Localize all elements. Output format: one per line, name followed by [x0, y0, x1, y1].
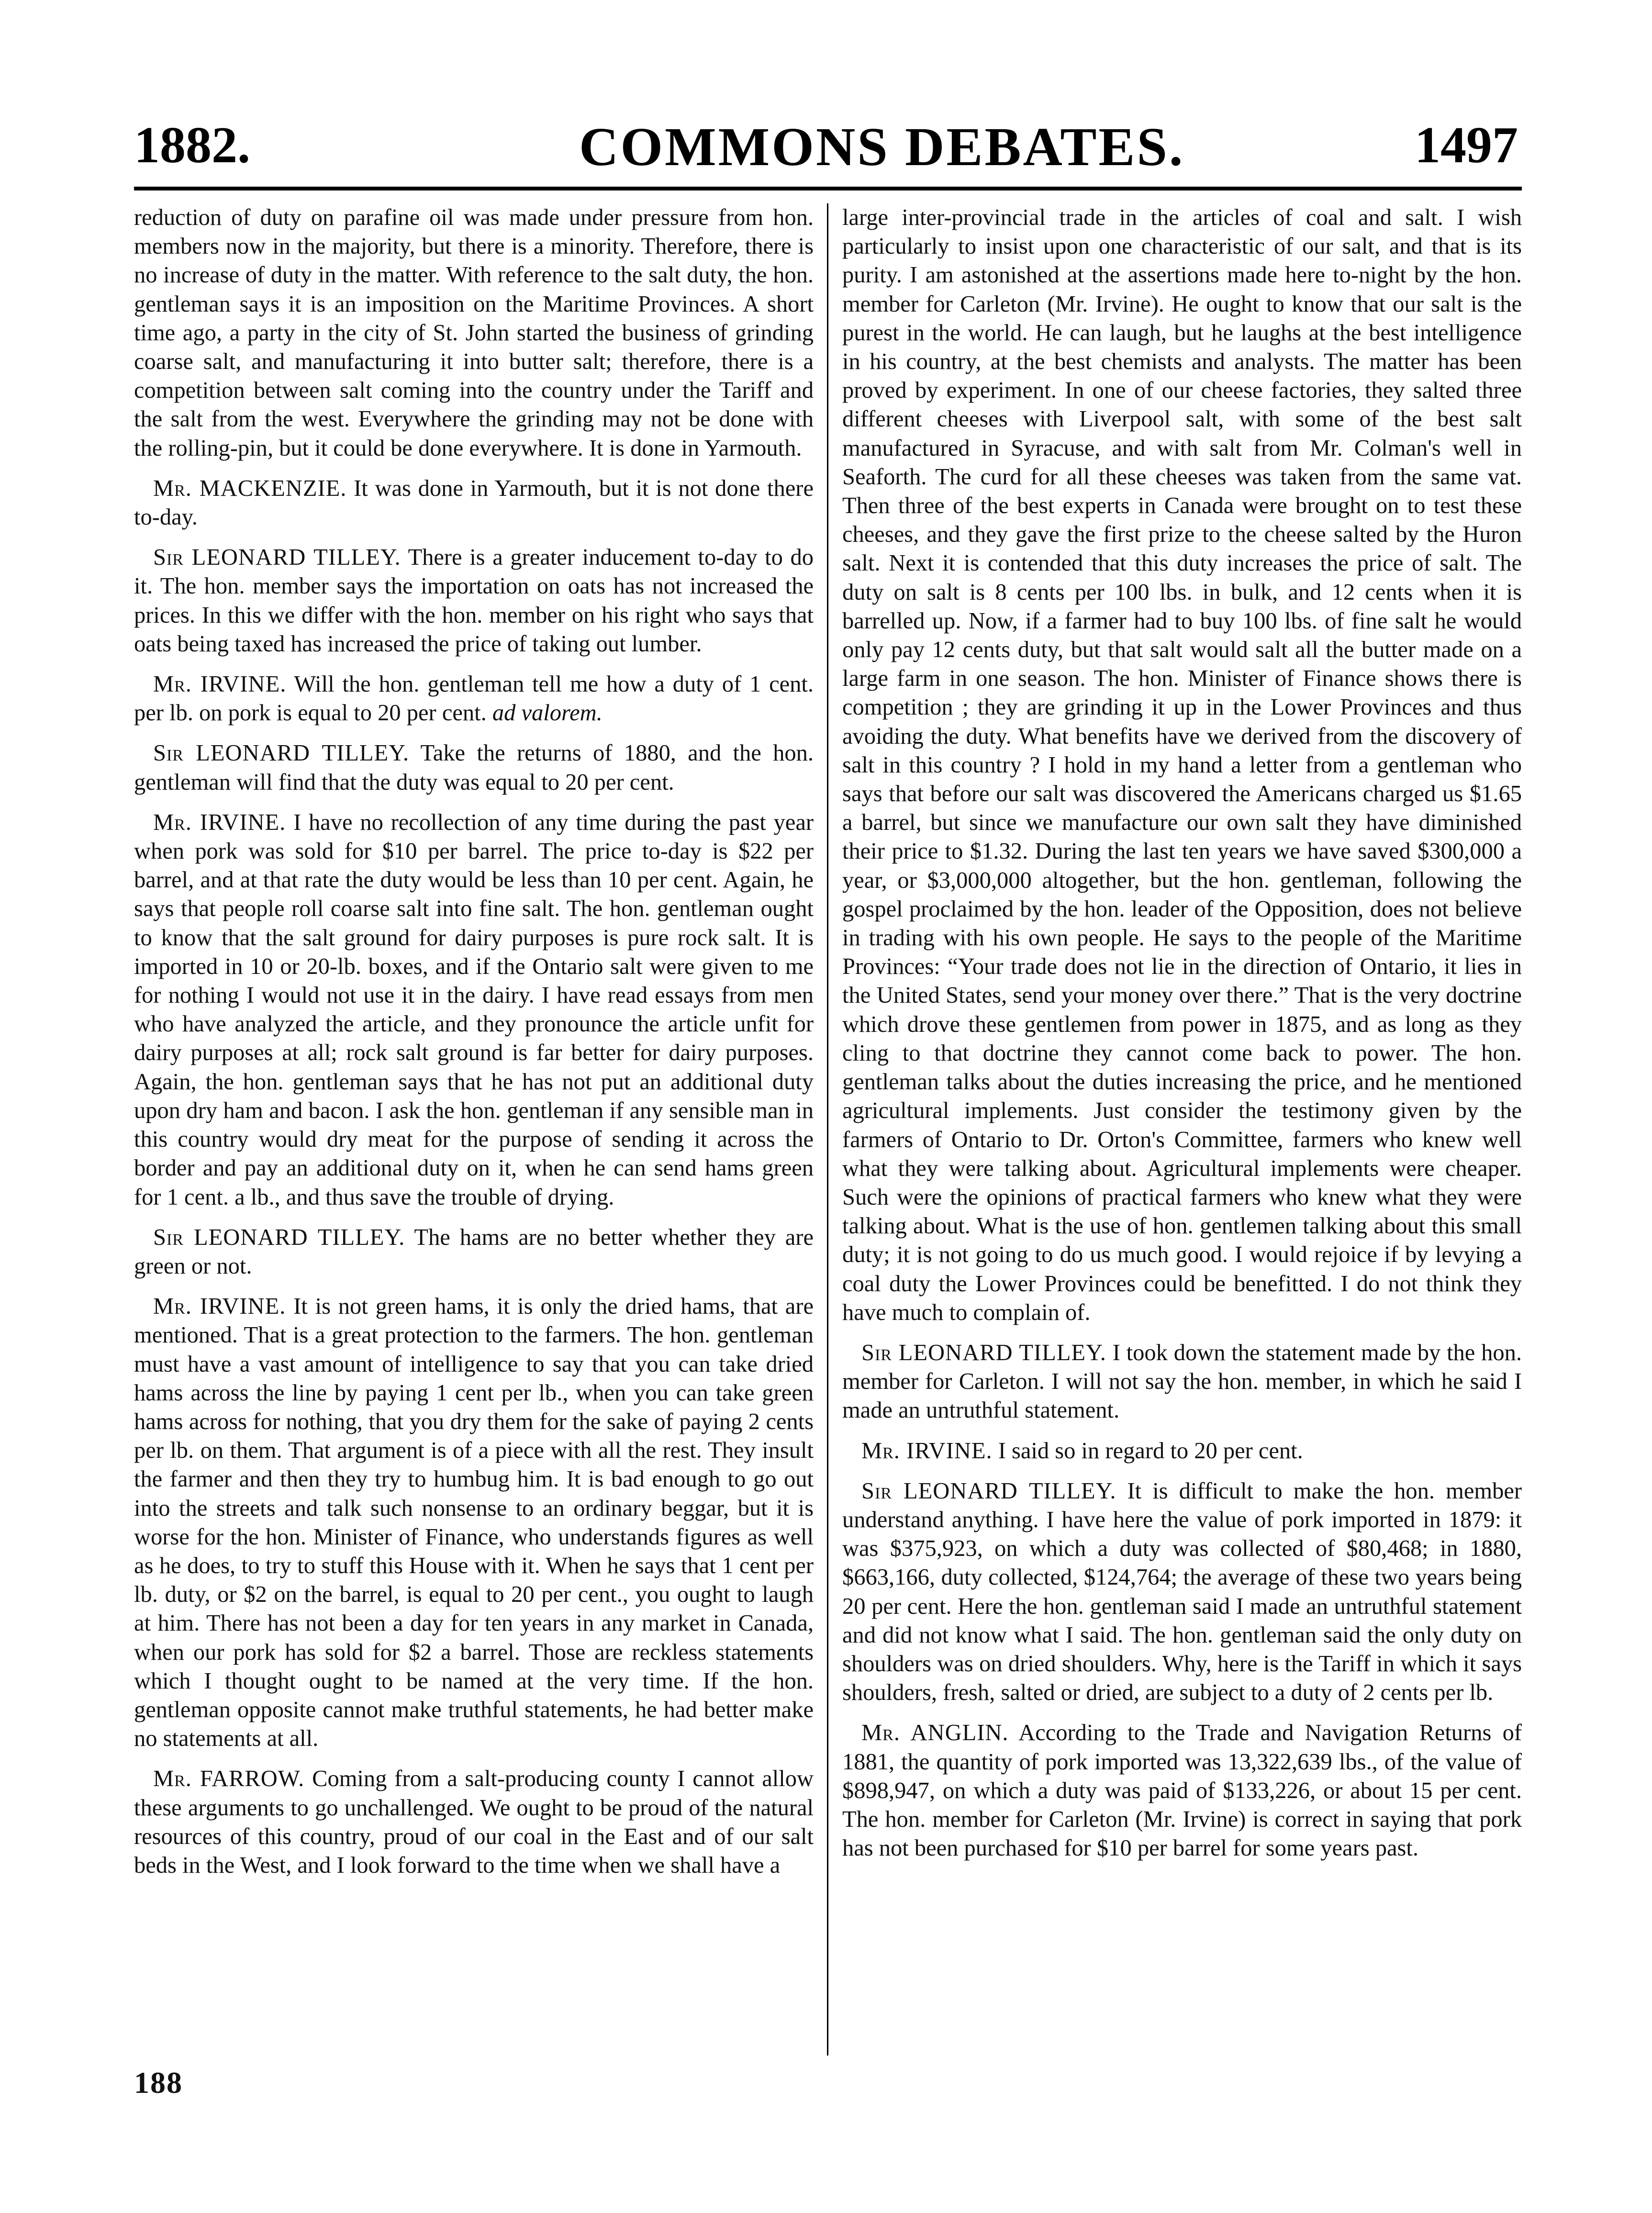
paragraph	[134, 1292, 814, 1753]
paragraph-text: large inter-provincial trade in the articles of coal and salt. I wish particularly to insist upon one characteristic of our salt, and that is its purity. I am astonished at the assertions made here to-night by the hon. member for Carleton (Mr. Irvine). He ought to know that our salt is the purest in the world. He can laugh, but he laughs at the best intelligence in his country, at the best chemists and analysts. The matter has been proved by experiment. In one of our cheese factories, they salted three different cheeses with Liverpool salt, with some of the best salt manufactured in Syracuse, and with salt from Mr. Colman's well in Seaforth. The curd for all these cheeses was taken from the same vat. Then three of the best experts in Canada were brought on to test these cheeses, and they gave the first prize to the cheese salted by the Huron salt. Next it is contended that this duty increases the price of salt. The duty on salt is 8 cents per 100 lbs. in bulk, and 12 cents when it is barrelled up. Now, if a farmer had to buy 100 lbs. of fine salt he would only pay 12 cents duty, but that salt would salt all the butter made on a large farm in one season. The hon. Minister of Finance shows there is competition ; they are grinding it up in the Lower Provinces and thus avoiding the duty. What benefits have we derived from the discovery of salt in this country ? I hold in my hand a letter from a gentleman who says that before our salt was discovered the Americans charged us $1.65 a barrel, but since we manufacture our own salt they have diminished their price to $1.32. During the last ten years we have saved $300,000 a year, or $3,000,000 altogether, but the hon. gentleman, following the gospel proclaimed by the hon. leader of the Opposition, does not believe in trading with his own people. He says to the people of the Maritime Provinces: “Your trade does not lie in the direction of Ontario, it lies in the United States, send your money over there.” That is the very doctrine which drove these gentlemen from power in 1875, and as long as they cling to that doctrine they cannot come back to power. The hon. gentleman talks about the duties increasing the price, and he mentioned agricultural implements. Just consider the testimony given by the farmers of Ontario to Dr. Orton's Committee, farmers who knew well what they were talking about. Agricultural implements were cheaper. Such were the opinions of practical farmers who knew what they were talking about. What is the use of hon. gentlemen talking about this small duty; it is not going to do us much good. I would rejoice if by levying a coal duty the Lower Provinces could be benefitted. I do not think they have much to complain of.	[842, 205, 1522, 1325]
paragraph-text: Coming from a salt-producing county I cannot allow these arguments to go unchallenged. We ought to be proud of the natural resources of this country, proud of our coal in the East and of our salt beds in the West, and I look forward to the time when we shall have a	[134, 1766, 814, 1878]
speaker-name: Mr. FARROW.	[153, 1766, 305, 1792]
paragraph-text: I have no recollection of any time during the past year when pork was sold for $10 per barrel. The price to-day is $22 per barrel, and at that rate the duty would be less than 10 per cent. Again, he says that people roll coarse salt into fine salt. The hon. gentleman ought to know that the salt ground for dairy purposes is pure rock salt. It is imported in 10 or 20-lb. boxes, and if the Ontario salt were given to me for nothing I would not use it in the dairy. I have read essays from men who have analyzed the article, and they pronounce the article unfit for dairy purposes at all; rock salt ground is far better for dairy purposes. Again, the hon. gentleman says that he has not put an additional duty upon dry ham and bacon. I ask the hon. gentleman if any sensible man in this country would dry meat for the purpose of sending it across the border and pay an additional duty on it, when he can send hams green for 1 cent. a lb., and thus save the trouble of drying.	[134, 809, 814, 1210]
speaker-name: Sir LEONARD TILLEY.	[153, 545, 401, 570]
paragraph-text: It is not green hams, it is only the dried hams, that are mentioned. That is a great protection to the farmers. The hon. gentleman must have a vast amount of intelligence to say that you can take dried hams across the line by paying 1 cent per lb., when you can take green hams across for nothing, that you dry them for the sake of paying 2 cents per lb. on them. That argument is of a piece with all the rest. They insult the farmer and then they try to humbug him. It is bad enough to go out into the streets and talk such nonsense to an ordinary beggar, but it is worse for the hon. Minister of Finance, who understands figures as well as he does, to try to stuff this House with it. When he says that 1 cent per lb. duty, or $2 on the barrel, is equal to 20 per cent., you ought to laugh at him. There has not been a day for ten years in any market in Canada, when our pork has sold for $2 a barrel. Those are reckless statements which I thought ought to be named at the very time. If the hon. gentleman opposite cannot make truthful statements, he had better make no statements at all.	[134, 1294, 814, 1752]
paragraph-text: According to the Trade and Navigation Returns of 1881, the quantity of pork imported was 13,322,639 lbs., of the value of $898,947, on which a duty was paid of $133,226, or about 15 per cent. The hon. member for Carleton (Mr. Irvine) is correct in saying that pork has not been purchased for $10 per barrel for some years past.	[842, 1720, 1522, 1861]
paragraph-text: Will the hon. gentleman tell me how a duty of 1 cent. per lb. on pork is equal to 20 per cent.	[134, 671, 814, 726]
paragraph	[134, 1765, 814, 1880]
speaker-name: Sir LEONARD TILLEY.	[861, 1340, 1106, 1365]
paragraph-text: I took down the statement made by the hon. member for Carleton. I will not say the hon. member, in which he said I made an untruthful statement.	[842, 1340, 1522, 1423]
speaker-name: Mr. IRVINE.	[861, 1438, 993, 1464]
italic-phrase: ad valorem.	[492, 700, 603, 726]
paragraph	[134, 474, 814, 532]
paragraph	[842, 1339, 1522, 1425]
paragraph-text: reduction of duty on parafine oil was made under pressure from hon. members now in the majority, but there is a minority. Therefore, there is no increase of duty in the matter. With reference to the salt duty, the hon. gentleman says it is an imposition on the Maritime Provinces. A short time ago, a party in the city of St. John started the business of grinding coarse salt, and manufacturing it into butter salt; therefore, there is a competition between salt coming into the country under the Tariff and the salt from the west. Everywhere the grinding may not be done with the rolling-pin, but it could be done everywhere. It is done in Yarmouth.	[134, 205, 814, 461]
paragraph	[134, 739, 814, 796]
header-rule	[134, 187, 1522, 190]
paragraph-text: Take the returns of 1880, and the hon. gentleman will find that the duty was equal to 20 per cent.	[134, 740, 814, 795]
speaker-name: Sir LEONARD TILLEY.	[153, 1224, 405, 1250]
speaker-name: Sir LEONARD TILLEY.	[153, 740, 410, 766]
paragraph-text: There is a greater inducement to-day to do it. The hon. member says the importation on oats has not increased the prices. In this we differ with the hon. member on his right who says that oats being taxed has increased the price of taking out lumber.	[134, 545, 814, 657]
page-title: COMMONS DEBATES.	[579, 116, 1185, 177]
left-column	[134, 203, 814, 2060]
paragraph-text: I said so in regard to 20 per cent.	[998, 1438, 1303, 1464]
paragraph	[842, 1477, 1522, 1708]
speaker-name: Mr. IRVINE.	[153, 671, 287, 697]
paragraph	[134, 203, 814, 463]
paragraph	[842, 203, 1522, 1327]
paragraph-text: It was done in Yarmouth, but it is not done there to-day.	[134, 475, 814, 530]
column-divider	[827, 203, 828, 2056]
signature-mark: 188	[134, 2066, 183, 2100]
speaker-name: Mr. MACKENZIE.	[153, 475, 347, 501]
paragraph	[134, 1223, 814, 1281]
right-column	[842, 203, 1522, 2060]
page-number: 1497	[1415, 117, 1518, 174]
paragraph	[134, 808, 814, 1212]
paragraph	[134, 543, 814, 659]
paragraph-text: It is difficult to make the hon. member understand anything. I have here the value of pork imported in 1879: it was $375,923, on which a duty was collected of $80,468; in 1880, $663,166, duty collected, $124,764; the average of these two years being 20 per cent. Here the hon. gentleman said I made an untruthful statement and did not know what I said. The hon. gentleman said the only duty on shoulders was on dried shoulders. Why, here is the Tariff in which it says shoulders, fresh, salted or dried, are subject to a duty of 2 cents per lb.	[842, 1478, 1522, 1706]
speaker-name: Mr. IRVINE.	[153, 809, 286, 835]
paragraph-text: The hams are no better whether they are green or not.	[134, 1224, 814, 1279]
paragraph	[842, 1437, 1522, 1465]
header-year: 1882.	[134, 117, 250, 174]
speaker-name: Sir LEONARD TILLEY.	[861, 1478, 1116, 1504]
speaker-name: Mr. ANGLIN.	[861, 1720, 1009, 1746]
speaker-name: Mr. IRVINE.	[153, 1294, 286, 1319]
paragraph	[842, 1719, 1522, 1863]
paragraph	[134, 670, 814, 727]
